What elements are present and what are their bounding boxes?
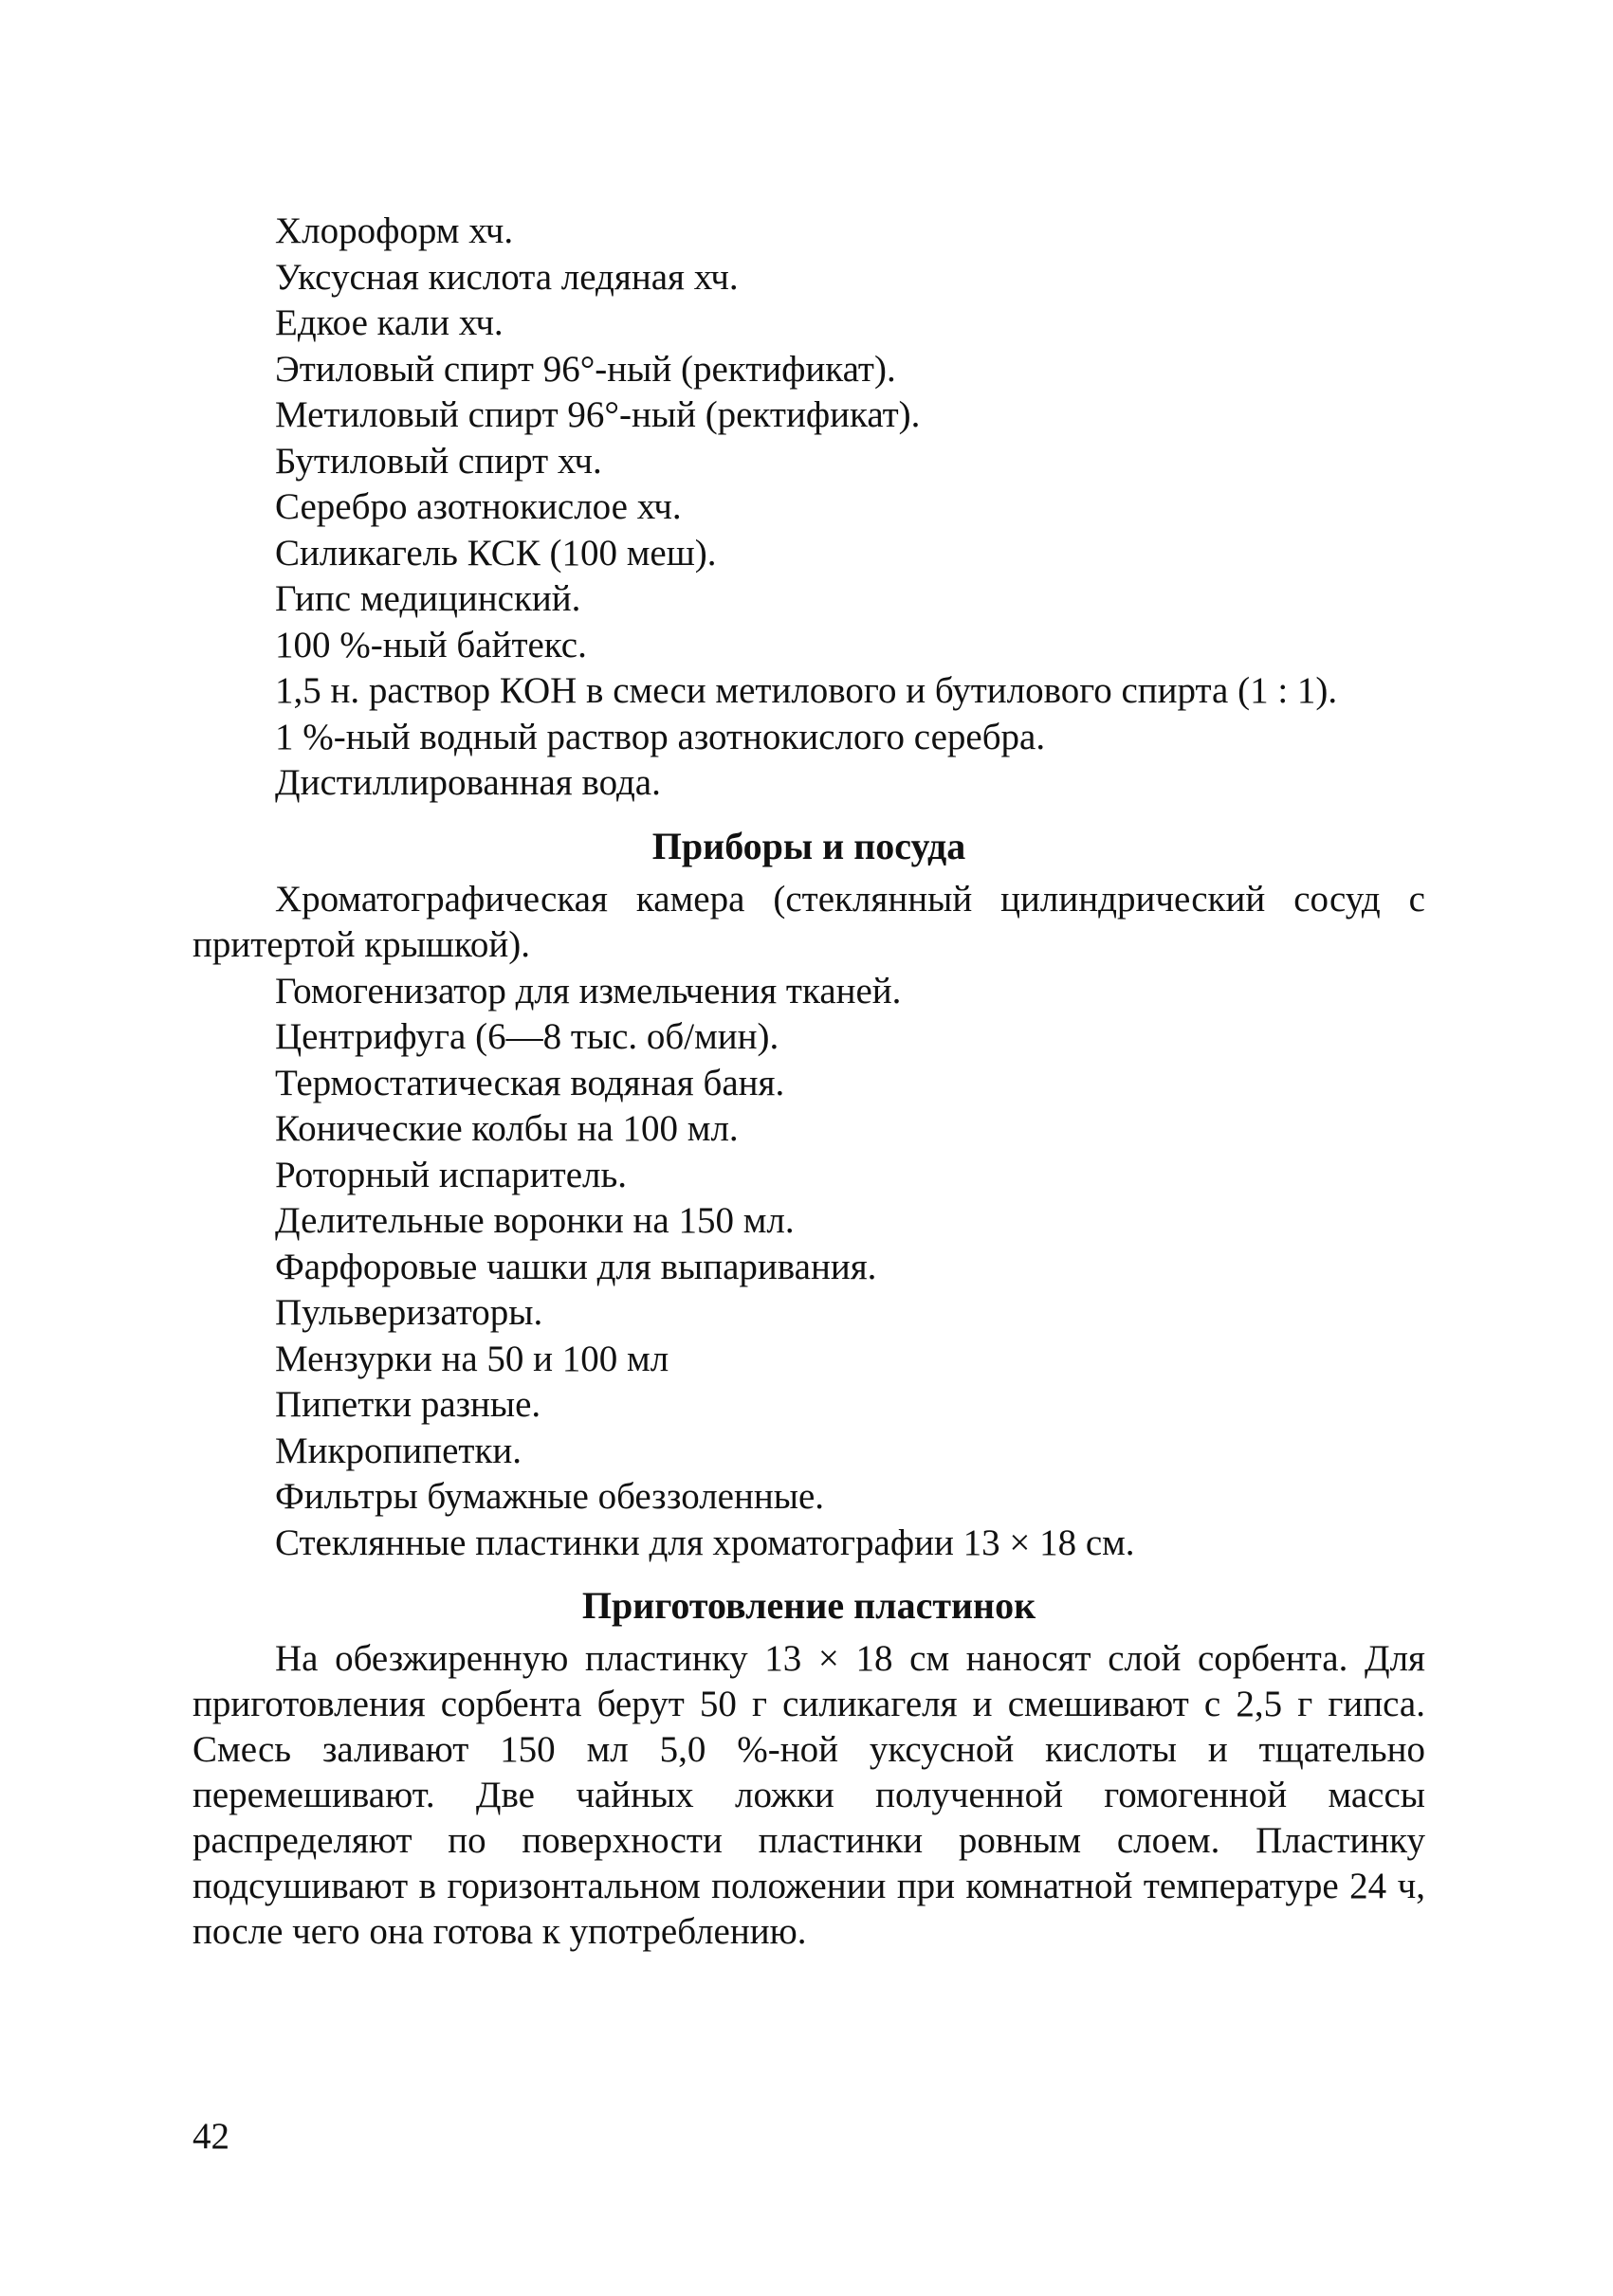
- equipment-heading: Приборы и посуда: [651, 824, 966, 867]
- equipment-item: Делительные воронки на 150 мл.: [275, 1200, 795, 1241]
- reagent-item: Силикагель КСК (100 меш).: [275, 532, 717, 574]
- plates-heading: Приготовление пластинок: [581, 1584, 1036, 1627]
- equipment-item: Гомогенизатор для измельчения тканей.: [275, 970, 902, 1011]
- equipment-item: Конические колбы на 100 мл.: [275, 1108, 739, 1149]
- reagent-item: Бутиловый спирт хч.: [275, 440, 602, 482]
- equipment-item: Мензурки на 50 и 100 мл: [275, 1338, 669, 1379]
- page-number: 42: [192, 2116, 229, 2157]
- reagent-item: Хлороформ хч.: [275, 210, 514, 251]
- page-content: [192, 209, 1425, 1955]
- equipment-item: Термостатическая водяная баня.: [275, 1062, 785, 1103]
- equipment-item: Микропипетки.: [275, 1430, 522, 1471]
- equipment-item: Пульверизаторы.: [275, 1292, 543, 1333]
- reagent-item: 100 %-ный байтекс.: [275, 624, 587, 665]
- reagent-item: Метиловый спирт 96°-ный (ректификат).: [275, 394, 921, 435]
- equipment-item: Пипетки разные.: [275, 1384, 541, 1425]
- equipment-item: Центрифуга (6—8 тыс. об/мин).: [275, 1016, 779, 1057]
- equipment-item: Фильтры бумажные обеззоленные.: [275, 1476, 825, 1517]
- reagent-item: 1,5 н. раствор КОН в смеси метилового и бутилового спирта (1 : 1).: [275, 670, 1338, 711]
- reagent-item: Дистиллированная вода.: [275, 762, 661, 803]
- equipment-list: [192, 877, 1425, 1567]
- reagent-item: Серебро азотнокислое хч.: [275, 486, 682, 527]
- reagent-item: Гипс медицинский.: [275, 578, 581, 619]
- equipment-item: Хроматографическая камера (стеклянный цилиндрический сосуд с притертой крышкой).: [192, 878, 1425, 965]
- reagent-item: Уксусная кислота ледяная хч.: [275, 256, 739, 298]
- plates-paragraph: На обезжиренную пластинку 13 × 18 см наносят слой сорбента. Для приготовления сорбента берут 50 г силикагеля и смешивают с 2,5 г гипса. Смесь заливают 150 мл 5,0 %-ной уксусной кислоты и тщательно перемешивают. Две чайных ложки полученной гомогенной массы распределяют по поверхности пластинки ровным слоем. Пластинку подсушивают в горизонтальном положении при комнатной температуре 24 ч, после чего она готова к употреблению.: [192, 1638, 1425, 1952]
- reagent-item: 1 %-ный водный раствор азотнокислого серебра.: [275, 716, 1046, 757]
- equipment-item: Стеклянные пластинки для хроматографии 13 × 18 см.: [275, 1522, 1135, 1563]
- reagent-item: Едкое кали хч.: [275, 302, 504, 343]
- reagent-item: Этиловый спирт 96°-ный (ректификат).: [275, 348, 896, 390]
- reagents-list: [192, 209, 1425, 807]
- equipment-item: Роторный испаритель.: [275, 1154, 628, 1195]
- equipment-item: Фарфоровые чашки для выпаривания.: [275, 1246, 877, 1287]
